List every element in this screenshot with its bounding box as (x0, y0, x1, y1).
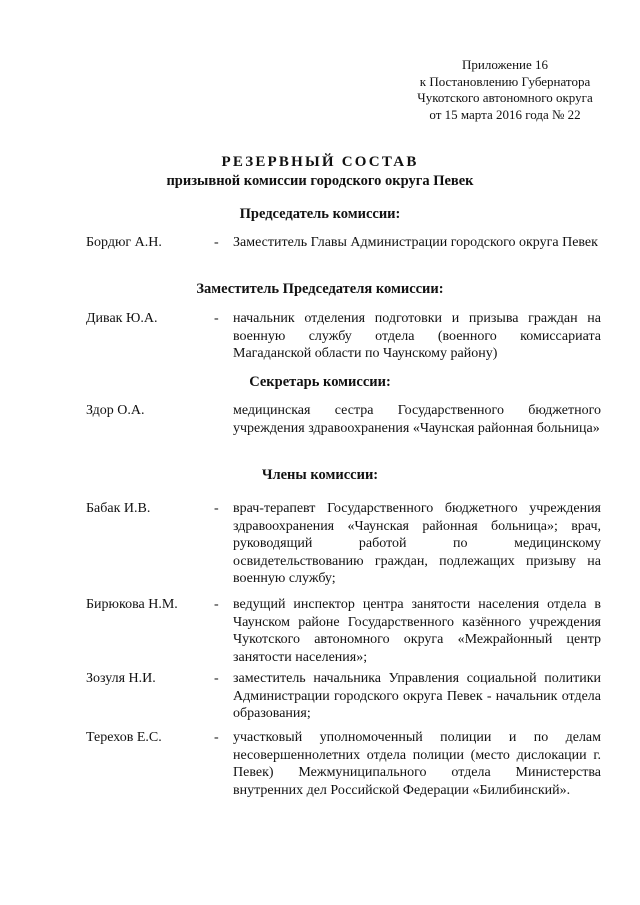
title-sub: призывной комиссии городского округа Певек (166, 173, 474, 189)
title-main: РЕЗЕРВНЫЙ СОСТАВ (221, 154, 419, 170)
section-chairman: Председатель комиссии: (239, 206, 401, 222)
person-name: Бабак И.В. (86, 501, 151, 516)
person-name: Здор О.А. (86, 403, 145, 418)
appendix-line: Чукотского автономного округа (417, 90, 593, 105)
person-dash: - (214, 235, 219, 250)
appendix-line: от 15 марта 2016 года № 22 (429, 106, 581, 122)
person-position: начальник отделения подготовки и призыва граждан на военную службу отдела (военного комиссариата Магаданской области по Чаунскому району) (233, 311, 601, 362)
person-position: заместитель начальника Управления социальной политики Администрации городского округа Певек - начальник отдела образования; (233, 671, 601, 722)
person-dash: - (214, 501, 219, 516)
person-dash: - (214, 671, 219, 686)
appendix-line: к Постановлению Губернатора (419, 73, 591, 89)
appendix-header (405, 57, 605, 123)
person-name: Дивак Ю.А. (86, 311, 158, 326)
person-name: Бордюг А.Н. (86, 235, 162, 250)
person-position: медицинская сестра Государственного бюджетного учреждения здравоохранения «Чаунская районная больница» (233, 403, 601, 436)
section-members: Члены комиссии: (261, 467, 379, 483)
document-title (0, 152, 640, 191)
appendix-line: Приложение 16 (461, 57, 549, 72)
person-position: Заместитель Главы Администрации городского округа Певек (233, 235, 598, 250)
person-dash: - (214, 311, 219, 326)
person-position: врач-терапевт Государственного бюджетного учреждения здравоохранения «Чаунская районная больница»; врач, руководящий работой по медицинскому освидетельствованию граждан, подлежащих призыву на военную службу; (233, 501, 601, 587)
person-name: Зозуля Н.И. (86, 671, 156, 686)
person-name: Бирюкова Н.М. (86, 597, 178, 612)
person-position: ведущий инспектор центра занятости населения отдела в Чаунском районе Государственного казённого учреждения Чукотского автономного округа «Межрайонный центр занятости населения»; (233, 597, 601, 665)
person-dash: - (214, 597, 219, 612)
person-position: участковый уполномоченный полиции и по делам несовершеннолетних отдела полиции (место дислокации г. Певек) Межмуниципального отдела Министерства внутренних дел Российской Федерации «Билибинский». (233, 730, 601, 798)
person-dash: - (214, 730, 219, 745)
section-secretary: Секретарь комиссии: (249, 374, 391, 390)
section-deputy: Заместитель Председателя комиссии: (196, 281, 444, 297)
person-name: Терехов Е.С. (86, 730, 162, 745)
